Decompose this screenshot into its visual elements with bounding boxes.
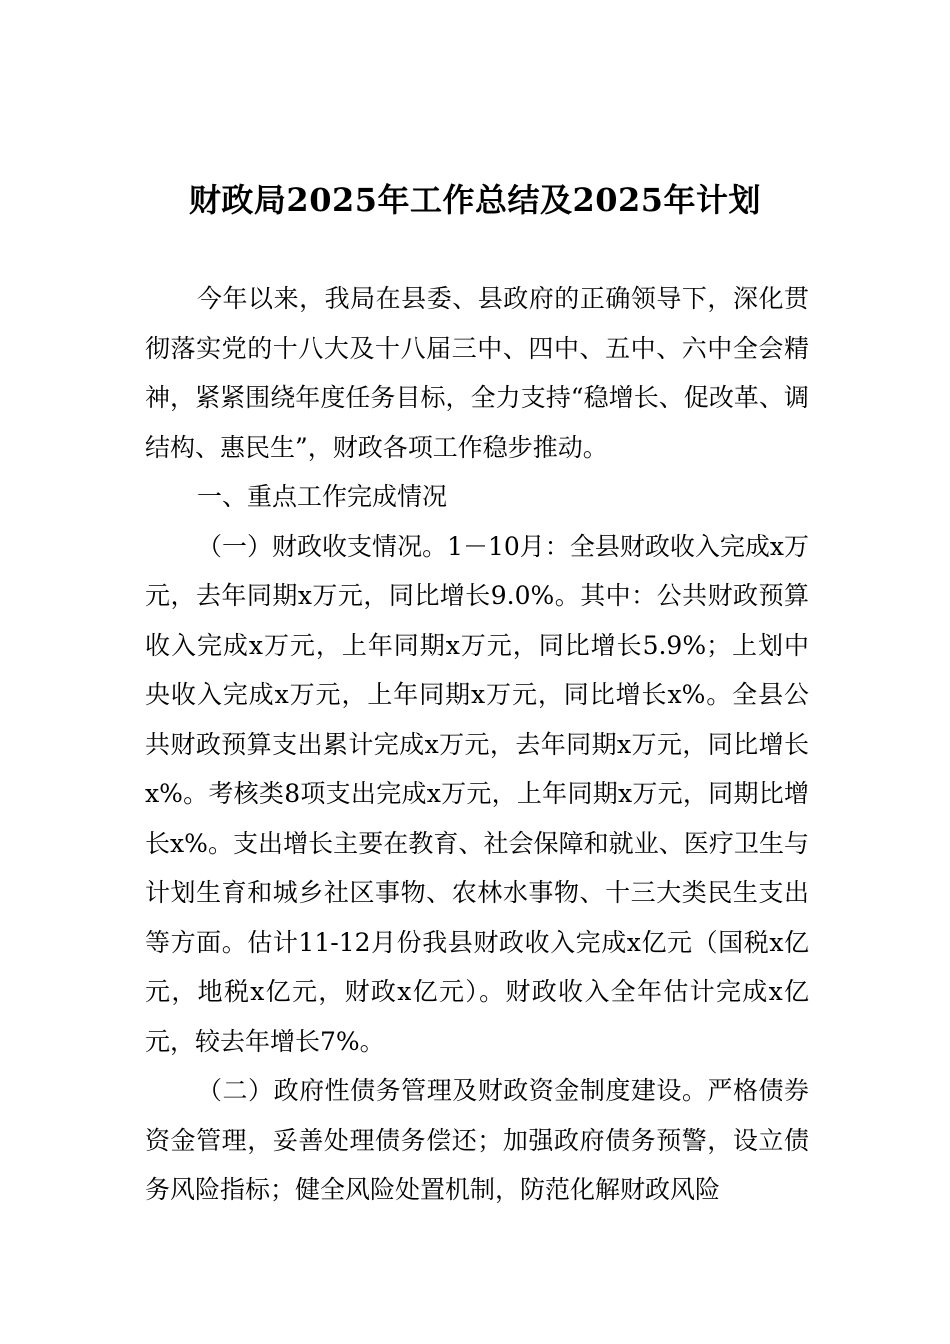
intro-paragraph: 今年以来，我局在县委、县政府的正确领导下，深化贯彻落实党的十八大及十八届三中、四中、五中、六中全会精神，紧紧围绕年度任务目标，全力支持“稳增长、促改革、调结构、惠民生”，财政各项工作稳步推动。: [145, 284, 809, 462]
section-heading-key-work: 一、重点工作完成情况: [197, 482, 448, 511]
fiscal-revenue-paragraph: （一）财政收支情况。1－10月：全县财政收入完成x万元，去年同期x万元，同比增长9.0%。其中：公共财政预算收入完成x万元，上年同期x万元，同比增长5.9%；上划中央收入完成x万元，上年同期x万元，同比增长x%。全县公共财政预算支出累计完成x万元，去年同期x万元，同比增长x%。考核类8项支出完成x万元，上年同期x万元，同期比增长x%。支出增长主要在教育、社会保障和就业、医疗卫生与计划生育和城乡社区事物、农林水事物、十三大类民生支出等方面。估计11-12月份我县财政收入完成x亿元（国税x亿元，地税x亿元，财政x亿元）。财政收入全年估计完成x亿元，较去年增长7%。: [145, 531, 809, 1056]
document-title: 财政局2025年工作总结及2025年计划: [188, 181, 762, 219]
document-body: [145, 274, 809, 1215]
debt-management-paragraph: （二）政府性债务管理及财政资金制度建设。严格债券资金管理，妥善处理债务偿还；加强政府债务预警，设立债务风险指标；健全风险处置机制，防范化解财政风险: [145, 1076, 809, 1204]
